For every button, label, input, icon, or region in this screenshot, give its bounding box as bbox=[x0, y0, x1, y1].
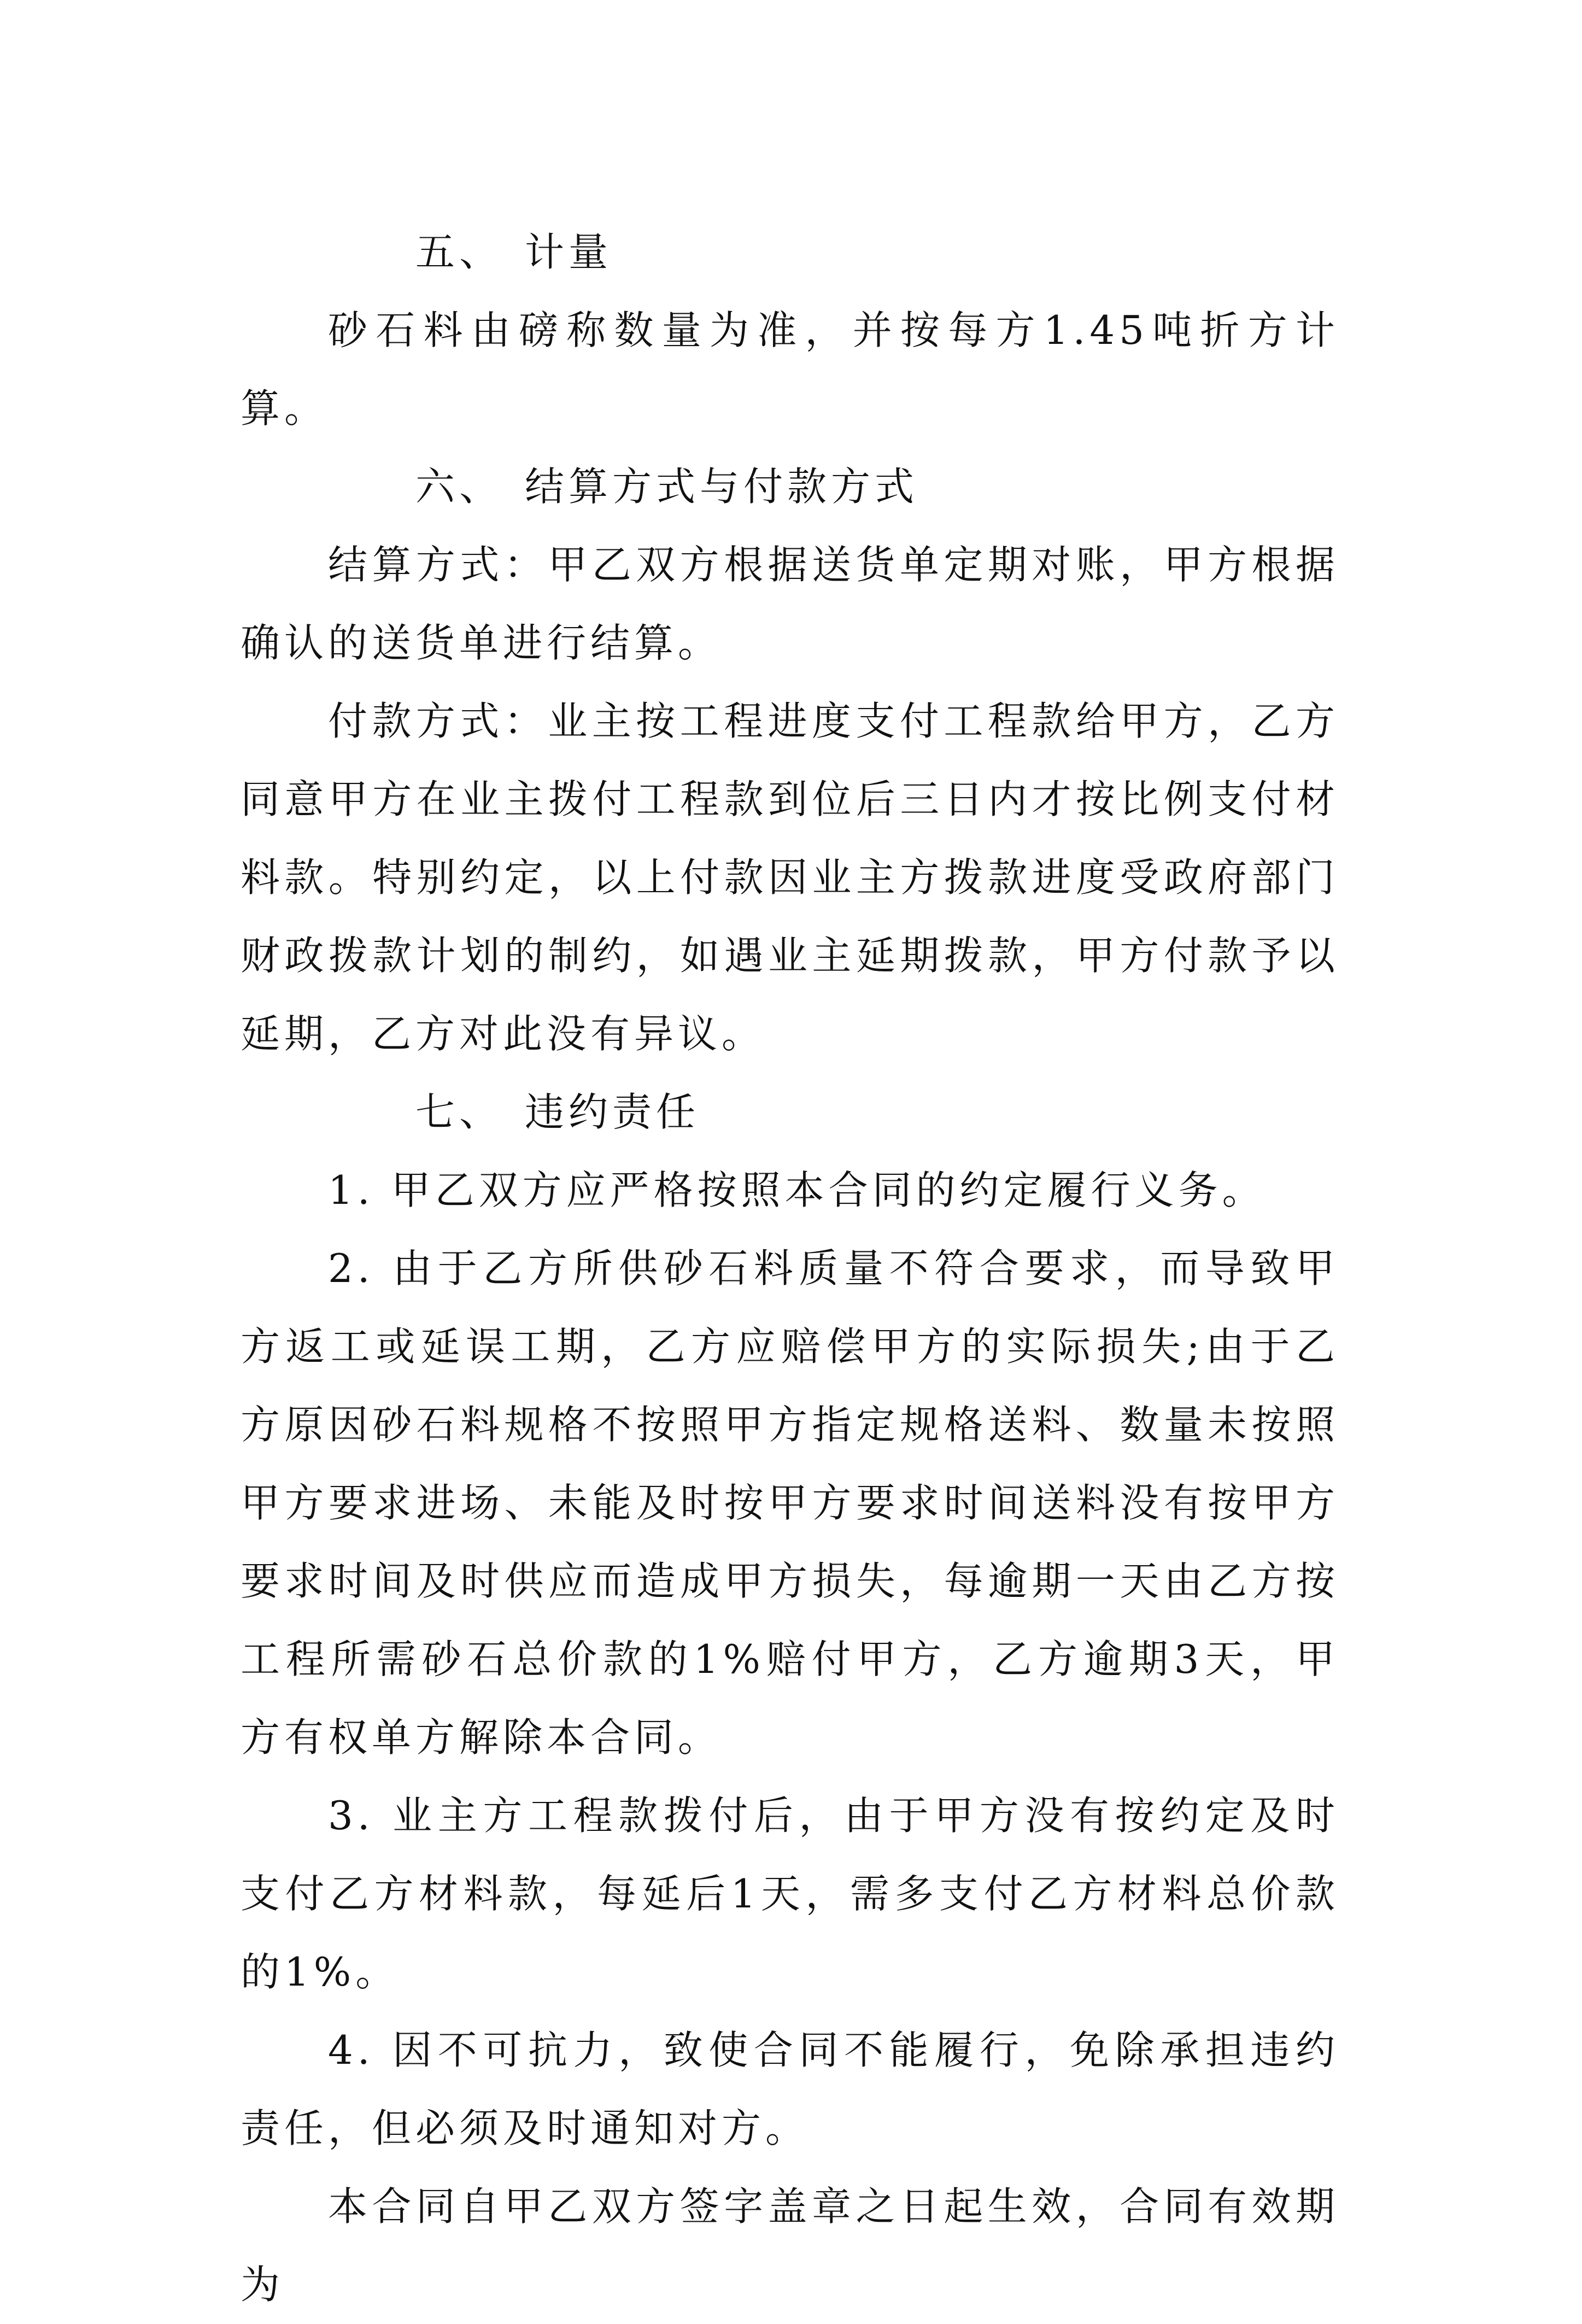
section-number: 七、 bbox=[415, 1089, 503, 1135]
section-title: 计量 bbox=[525, 229, 613, 275]
section-title: 结算方式与付款方式 bbox=[525, 464, 919, 510]
clause-4: 4. 因不可抗力，致使合同不能履行，免除承担违约责任，但必须及时通知对方。 bbox=[241, 2027, 1339, 2151]
section-number: 五、 bbox=[415, 229, 503, 275]
paragraph-settlement-method: 结算方式：甲乙双方根据送货单定期对账，甲方根据确认的送货单进行结算。 bbox=[241, 542, 1339, 666]
section-heading-settlement bbox=[241, 448, 1339, 526]
document-body bbox=[241, 213, 1339, 2324]
section-heading-liability bbox=[241, 1073, 1339, 1151]
section-number: 六、 bbox=[415, 464, 503, 510]
clause-2: 2. 由于乙方所供砂石料质量不符合要求，而导致甲方返工或延误工期，乙方应赔偿甲方的实际损失;由于乙方原因砂石料规格不按照甲方指定规格送料、数量未按照甲方要求进场、未能及时按甲方要求时间送料没有按甲方要求时间及时供应而造成甲方损失，每逾期一天由乙方按工程所需砂石总价款的1%赔付甲方，乙方逾期3天，甲方有权单方解除本合同。 bbox=[241, 1245, 1339, 1760]
section-heading-measurement bbox=[241, 213, 1339, 291]
clause-1: 1. 甲乙双方应严格按照本合同的约定履行义务。 bbox=[328, 1167, 1266, 1213]
section-title: 违约责任 bbox=[525, 1089, 700, 1135]
clause-3: 3. 业主方工程款拨付后，由于甲方没有按约定及时支付乙方材料款，每延后1天，需多支付乙方材料总价款的1%。 bbox=[241, 1793, 1339, 1995]
paragraph-payment-method: 付款方式：业主按工程进度支付工程款给甲方，乙方同意甲方在业主拨付工程款到位后三日内才按比例支付材料款。特别约定，以上付款因业主方拨款进度受政府部门财政拨款计划的制约，如遇业主延期拨款，甲方付款予以延期，乙方对此没有异议。 bbox=[241, 698, 1339, 1057]
paragraph-measurement: 砂石料由磅称数量为准，并按每方1.45吨折方计算。 bbox=[241, 307, 1339, 431]
paragraph-effective-date: 本合同自甲乙双方签字盖章之日起生效，合同有效期为 bbox=[241, 2183, 1339, 2308]
